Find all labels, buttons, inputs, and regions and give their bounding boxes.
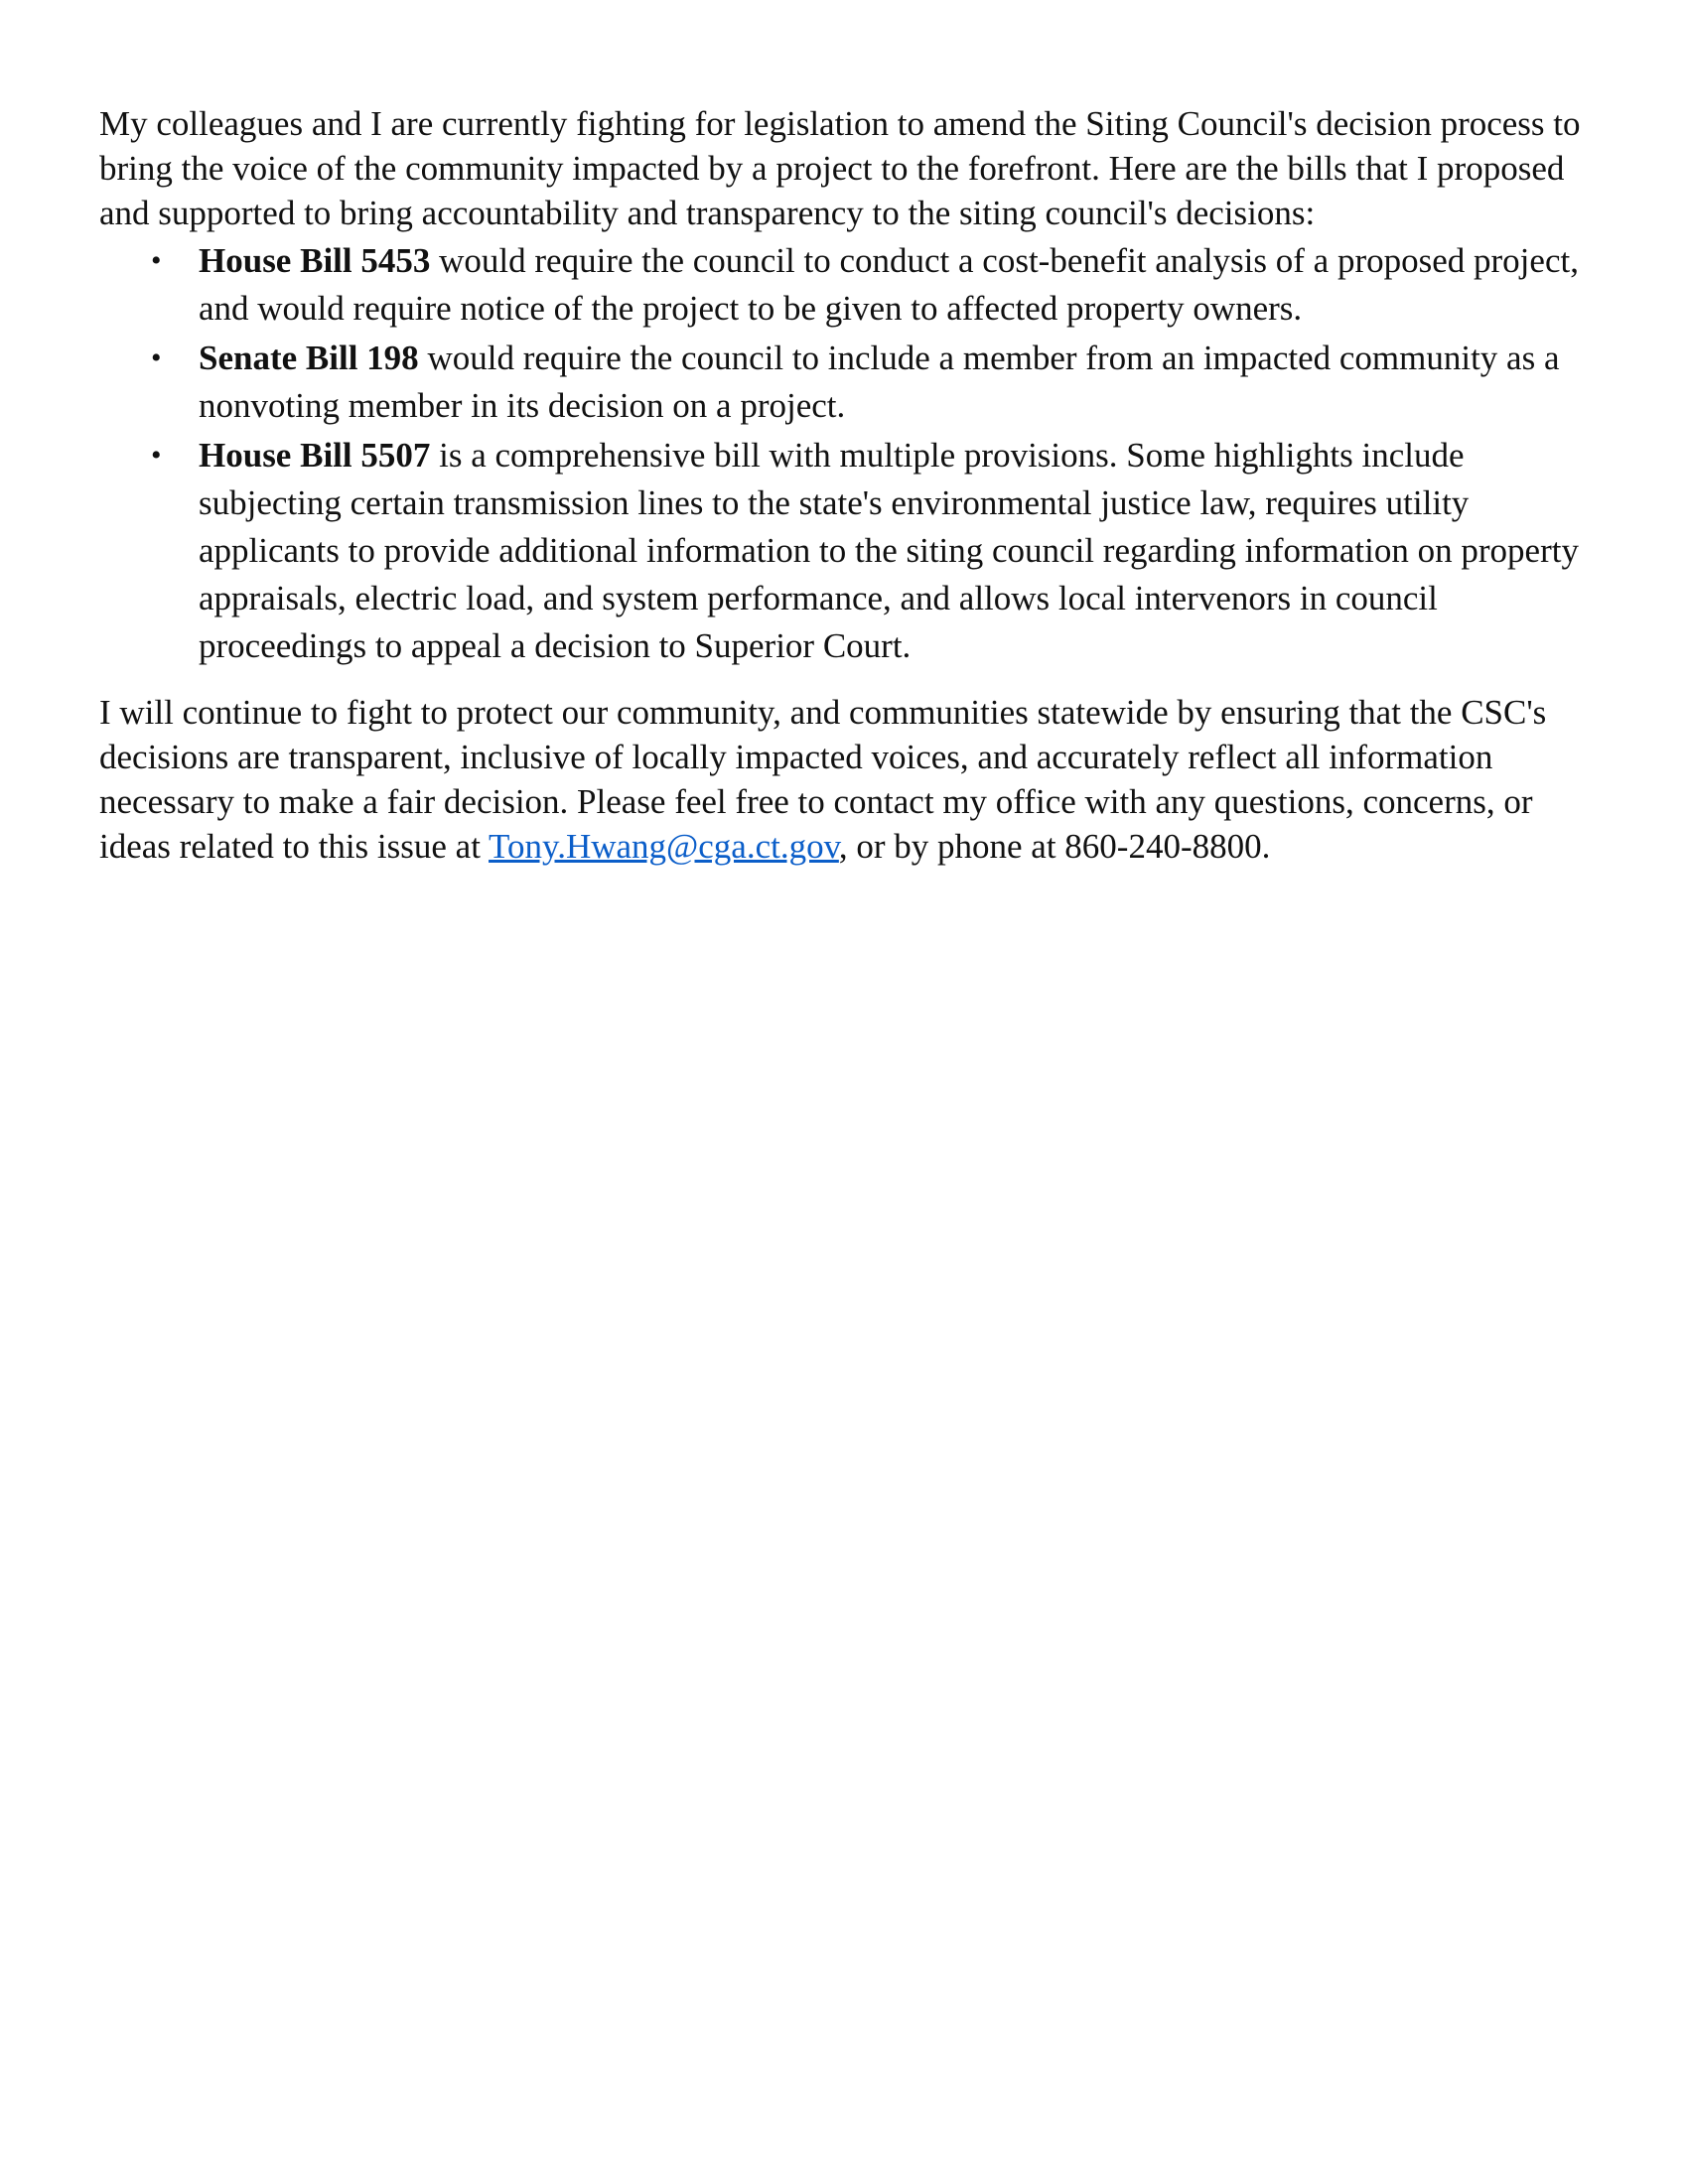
email-link[interactable]: Tony.Hwang@cga.ct.gov [489, 827, 839, 866]
closing-paragraph [99, 690, 1589, 869]
bill-item-house-5507 [99, 432, 1589, 670]
bullet-icon: • [151, 439, 162, 472]
bill-description: would require the council to conduct a cost-benefit analysis of a proposed project, and would require notice of the project to be given to affected property owners. [199, 241, 1579, 328]
intro-paragraph: My colleagues and I are currently fighting for legislation to amend the Siting Council's decision process to bring the voice of the community impacted by a project to the forefront. Here are the bills that I proposed and supported to bring accountability and transparency to the siting council's decisions: [99, 104, 1581, 232]
closing-phone-text: , or by phone at 860-240-8800. [838, 827, 1271, 866]
bill-description: would require the council to include a member from an impacted community as a nonvoting member in its decision on a project. [199, 339, 1560, 425]
bill-item-house-5453 [99, 237, 1589, 333]
bill-description: is a comprehensive bill with multiple provisions. Some highlights include subjecting certain transmission lines to the state's environmental justice law, requires utility applicants to provide additional information to the siting council regarding information on property appraisals, electric load, and system performance, and allows local intervenors in council proceedings to appeal a decision to Superior Court. [199, 436, 1579, 665]
closing-text: I will continue to fight to protect our community, and communities statewide by ensuring that the CSC's decisions are transparent, inclusive of locally impacted voices, and accurately reflect all information necessary to make a fair decision. Please feel free to contact my office with any questions, concerns, or ideas related to this issue at [99, 693, 1547, 866]
bill-item-senate-198 [99, 335, 1589, 430]
document-page [99, 101, 1589, 869]
bullet-icon: • [151, 341, 162, 374]
bill-name: Senate Bill 198 [199, 339, 419, 377]
bullet-icon: • [151, 244, 162, 277]
bill-name: House Bill 5453 [199, 241, 431, 280]
bill-name: House Bill 5507 [199, 436, 431, 475]
bill-list [99, 237, 1589, 670]
